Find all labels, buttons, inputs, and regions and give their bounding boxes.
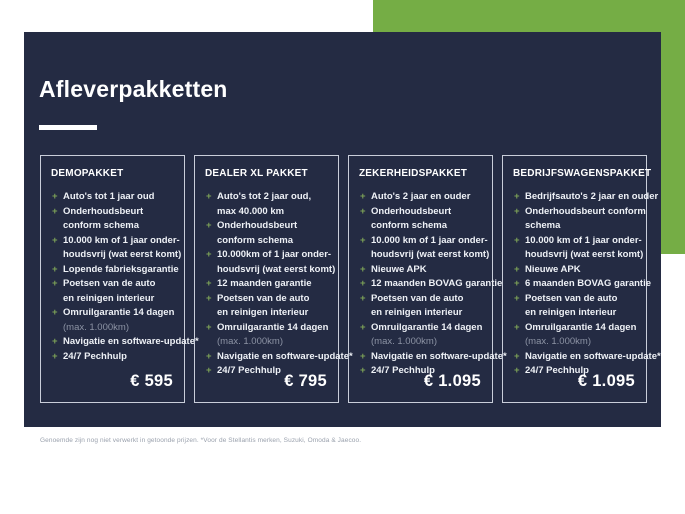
- feature-item: + Bedrijfsauto's 2 jaar en ouder: [513, 190, 637, 205]
- plus-icon: +: [360, 321, 366, 333]
- feature-item: + 10.000 km of 1 jaar onder- houdsvrij (wat eerst komt): [514, 234, 644, 260]
- plus-icon: +: [360, 292, 366, 304]
- feature-item: + 24/7 Pechhulp: [359, 364, 483, 379]
- plus-icon: +: [52, 350, 58, 362]
- feature-item: + Omruilgarantie 14 dagen (max. 1.000km): [359, 321, 483, 350]
- feature-item: + Navigatie en software-update*: [359, 350, 483, 365]
- feature-item: + Onderhoudsbeurt conform schema: [206, 220, 298, 246]
- plus-icon: +: [360, 350, 366, 362]
- feature-item: + Omruilgarantie 14 dagen (max. 1.000km): [51, 306, 175, 335]
- plus-icon: +: [360, 365, 366, 376]
- package-title: DEMOPAKKET: [51, 168, 124, 179]
- package-price: € 1.095: [423, 372, 481, 390]
- feature-list: [359, 190, 507, 379]
- feature-item: + 10.000 km of 1 jaar onder- houdsvrij (wat eerst komt): [52, 234, 182, 260]
- feature-item: + Auto's 2 jaar en ouder: [359, 190, 483, 205]
- feature-list: [513, 190, 661, 379]
- package-cards-row: [40, 155, 661, 403]
- plus-icon: +: [514, 292, 520, 304]
- plus-icon: +: [52, 263, 58, 275]
- plus-icon: +: [514, 278, 520, 289]
- feature-item: + 24/7 Pechhulp: [205, 364, 329, 379]
- package-card: [348, 155, 507, 403]
- footnote: Genoemde zijn nog niet verwerkt in getoonde prijzen. *Voor de Stellantis merken, Suzuki, Omoda & Jaecoo.: [40, 437, 362, 444]
- package-price: € 595: [130, 372, 173, 390]
- plus-icon: +: [514, 263, 520, 275]
- package-card: [40, 155, 199, 403]
- feature-note: (max. 1.000km): [63, 321, 129, 333]
- page-title: Afleverpakketten: [39, 76, 228, 102]
- feature-item: + Poetsen van de auto en reinigen interieur: [514, 292, 618, 318]
- plus-icon: +: [360, 263, 366, 275]
- feature-note: (max. 1.000km): [217, 336, 283, 347]
- feature-item: + Auto's tot 1 jaar oud: [51, 190, 175, 205]
- feature-item: + Poetsen van de auto en reinigen interieur: [206, 292, 310, 318]
- plus-icon: +: [52, 278, 58, 289]
- feature-note: (max. 1.000km): [525, 336, 591, 347]
- feature-note: (max. 1.000km): [371, 336, 437, 347]
- plus-icon: +: [206, 350, 212, 362]
- feature-item: + 6 maanden BOVAG garantie: [513, 277, 637, 292]
- package-price: € 1.095: [577, 372, 635, 390]
- feature-item: + 24/7 Pechhulp: [513, 364, 637, 379]
- feature-item: + 10.000km of 1 jaar onder- houdsvrij (wat eerst komt): [206, 249, 336, 275]
- plus-icon: +: [52, 336, 58, 347]
- plus-icon: +: [206, 191, 212, 202]
- feature-item: + Poetsen van de auto en reinigen interieur: [360, 292, 464, 318]
- plus-icon: +: [206, 249, 212, 260]
- plus-icon: +: [206, 321, 212, 333]
- package-title: BEDRIJFSWAGENSPAKKET: [513, 168, 652, 179]
- plus-icon: +: [360, 205, 366, 217]
- title-underline: [39, 125, 97, 130]
- plus-icon: +: [206, 365, 212, 376]
- package-price: € 795: [284, 372, 327, 390]
- feature-item: + 12 maanden BOVAG garantie: [359, 277, 483, 292]
- feature-item: + Omruilgarantie 14 dagen (max. 1.000km): [513, 321, 637, 350]
- plus-icon: +: [514, 205, 520, 217]
- feature-item: + 12 maanden garantie: [205, 277, 329, 292]
- plus-icon: +: [514, 350, 520, 362]
- package-card: [194, 155, 353, 403]
- feature-item: + 10.000 km of 1 jaar onder- houdsvrij (wat eerst komt): [360, 234, 490, 260]
- plus-icon: +: [360, 278, 366, 289]
- package-card: [502, 155, 661, 403]
- plus-icon: +: [514, 321, 520, 333]
- plus-icon: +: [52, 191, 58, 202]
- feature-item: + Onderhoudsbeurt conform schema: [360, 205, 452, 231]
- feature-list: [205, 190, 353, 379]
- feature-item: + Navigatie en software-update*: [51, 335, 175, 350]
- plus-icon: +: [52, 234, 58, 246]
- feature-item: + Onderhoudsbeurt conform schema: [52, 205, 144, 231]
- plus-icon: +: [52, 307, 58, 318]
- feature-item: + Navigatie en software-update*: [513, 350, 637, 365]
- feature-list: [51, 190, 199, 364]
- plus-icon: +: [514, 234, 520, 246]
- feature-item: + Lopende fabrieksgarantie: [51, 263, 175, 278]
- feature-item: + 24/7 Pechhulp: [51, 350, 175, 365]
- plus-icon: +: [52, 205, 58, 217]
- plus-icon: +: [360, 191, 366, 202]
- plus-icon: +: [206, 220, 212, 231]
- feature-item: + Omruilgarantie 14 dagen (max. 1.000km): [205, 321, 329, 350]
- packages-panel: [24, 32, 661, 427]
- feature-item: + Onderhoudsbeurt conform schema: [514, 205, 646, 231]
- package-title: ZEKERHEIDSPAKKET: [359, 168, 468, 179]
- feature-item: + Nieuwe APK: [513, 263, 637, 278]
- plus-icon: +: [206, 292, 212, 304]
- feature-item: + Auto's tot 2 jaar oud, max 40.000 km: [206, 191, 312, 217]
- feature-item: + Poetsen van de auto en reinigen interieur: [52, 278, 156, 304]
- plus-icon: +: [514, 191, 520, 202]
- feature-item: + Nieuwe APK: [359, 263, 483, 278]
- plus-icon: +: [514, 365, 520, 376]
- plus-icon: +: [206, 278, 212, 289]
- feature-item: + Navigatie en software-update*: [205, 350, 329, 365]
- plus-icon: +: [360, 234, 366, 246]
- package-title: DEALER XL PAKKET: [205, 168, 308, 179]
